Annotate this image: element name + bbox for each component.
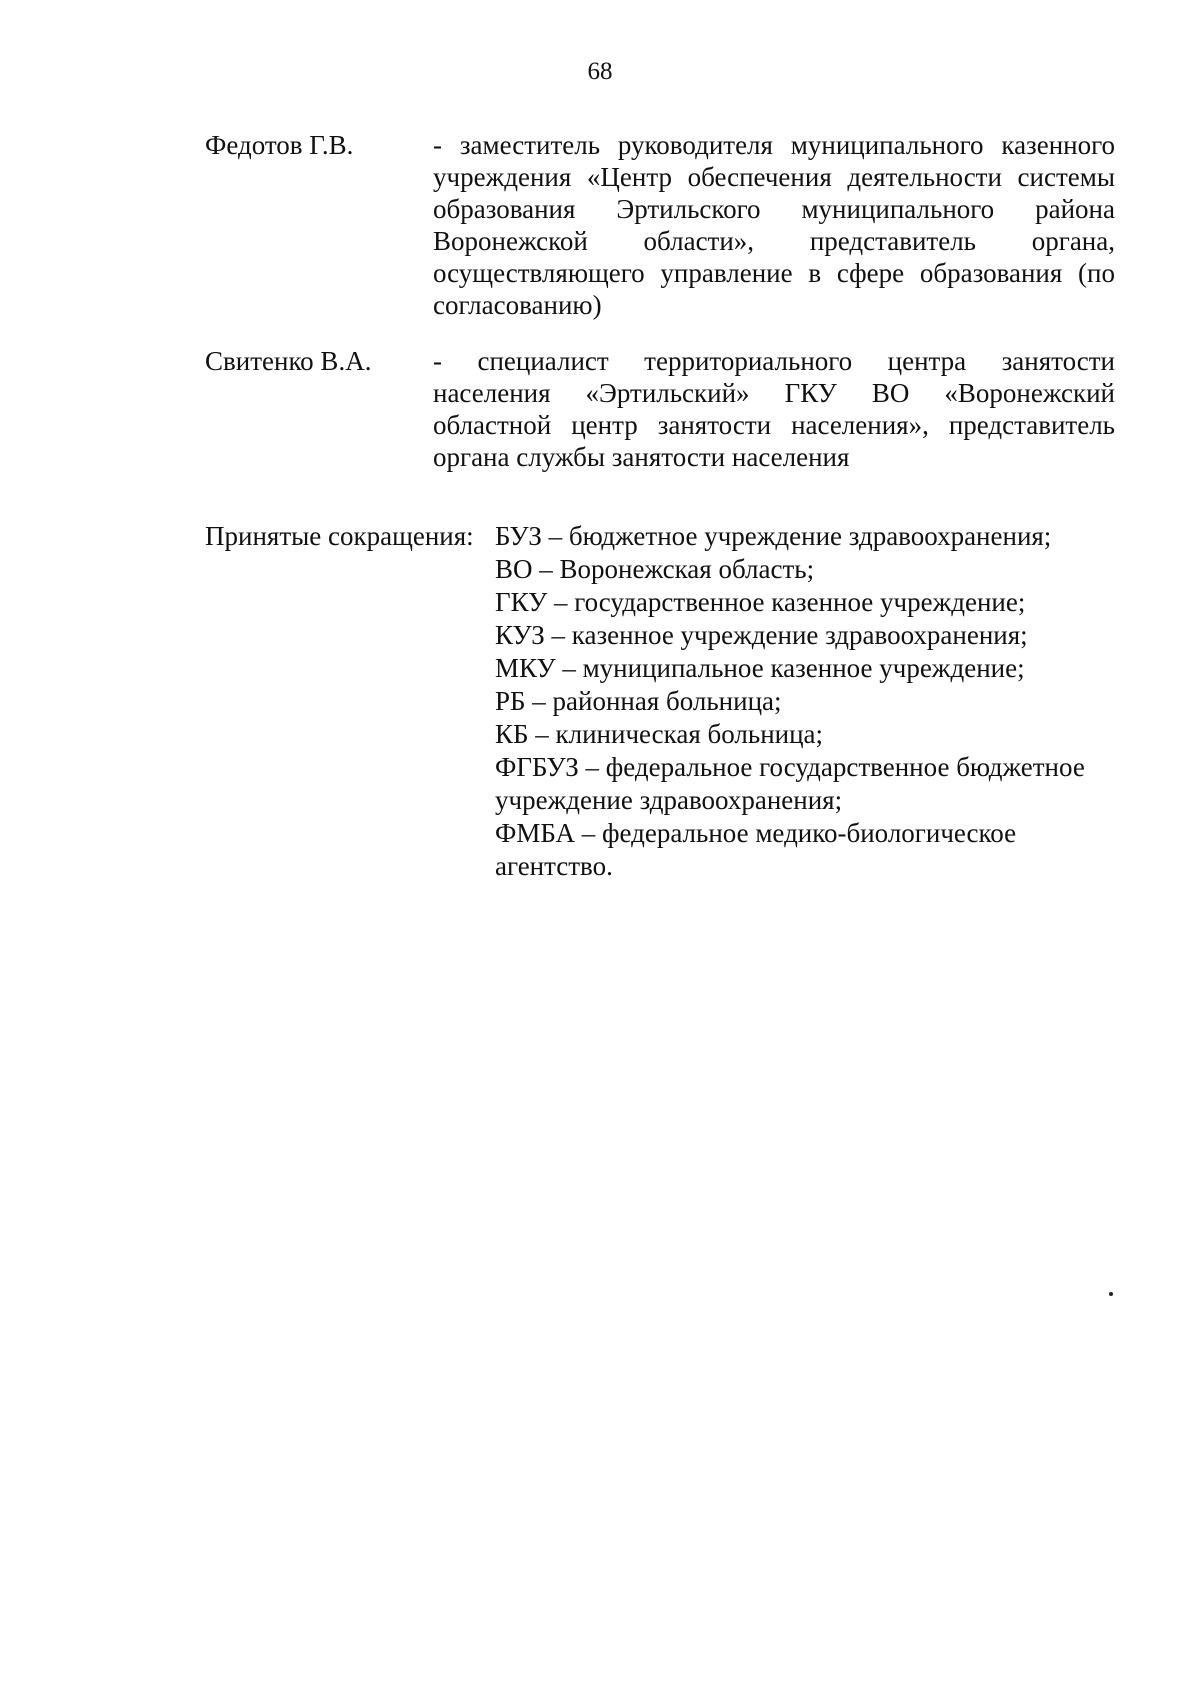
- abbreviation-item: МКУ – муниципальное казенное учреждение;: [495, 653, 1025, 683]
- page-number: 68: [587, 58, 613, 85]
- abbreviation-item: ФГБУЗ – федеральное государственное бюджетное учреждение здравоохранения;: [495, 752, 1085, 815]
- abbreviation-item: КБ – клиническая больница;: [495, 719, 824, 749]
- abbreviation-item: ГКУ – государственное казенное учреждение;: [495, 587, 1026, 617]
- member-entry: [205, 129, 1115, 329]
- member-name: Федотов Г.В.: [205, 130, 354, 160]
- abbreviation-item: ФМБА – федеральное медико-биологическое агентство.: [495, 818, 1017, 881]
- abbreviation-item: КУЗ – казенное учреждение здравоохранения;: [495, 620, 1028, 650]
- member-name: Свитенко В.А.: [205, 346, 372, 376]
- member-description: - заместитель руководителя муниципального казенного учреждения «Центр обеспечения деятельности системы образования Эртильского муниципального района Воронежской области», представитель органа, осуществляющего управление в сфере образования (по согласованию): [433, 130, 1115, 320]
- abbreviation-item: ВО – Воронежская область;: [495, 554, 815, 584]
- member-entry: [205, 345, 1115, 475]
- abbreviation-item: БУЗ – бюджетное учреждение здравоохранения;: [495, 521, 1052, 551]
- abbreviations-list: [495, 520, 1135, 883]
- member-description: - специалист территориального центра занятости населения «Эртильский» ГКУ ВО «Воронежский областной центр занятости населения», представитель органа службы занятости населения: [433, 346, 1115, 472]
- scan-speck: [1109, 1292, 1113, 1296]
- abbreviation-item: РБ – районная больница;: [495, 686, 782, 716]
- abbreviations-label: Принятые сокращения:: [205, 521, 474, 551]
